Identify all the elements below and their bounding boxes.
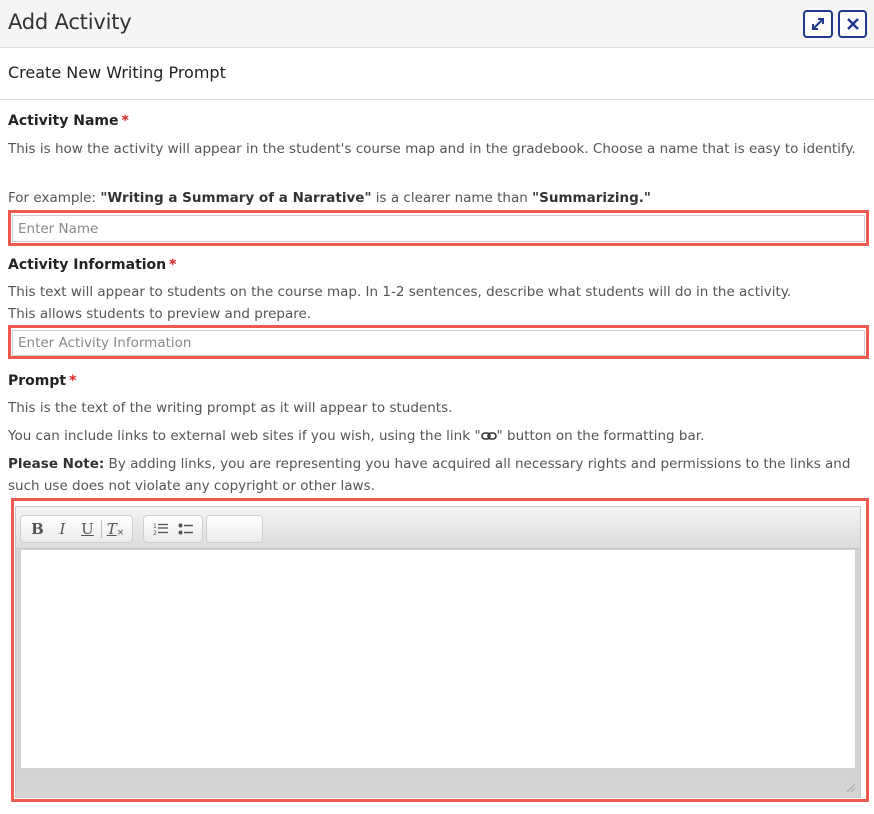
dialog-titlebar — [0, 0, 874, 48]
activity-name-example — [8, 187, 868, 209]
italic-button[interactable]: I — [59, 520, 66, 538]
prompt-help-2-suffix: " button on the formatting bar. — [496, 428, 705, 444]
close-button[interactable] — [838, 10, 867, 38]
activity-info-field-wrapper — [12, 330, 865, 356]
link-icon — [481, 431, 497, 441]
underline-button[interactable]: U — [81, 520, 94, 538]
prompt-edit-area[interactable] — [20, 549, 856, 769]
bulleted-list-icon — [178, 522, 194, 536]
close-x-icon — [846, 17, 860, 31]
svg-text:1: 1 — [152, 523, 157, 530]
prompt-help-2 — [8, 425, 868, 447]
prompt-note — [8, 453, 868, 497]
expand-button[interactable] — [803, 10, 833, 38]
prompt-note-label: Please Note: — [8, 456, 105, 472]
numbered-list-icon — [153, 522, 169, 536]
activity-info-help-2: This allows students to preview and prepare. — [8, 306, 312, 322]
dialog-title: Add Activity — [8, 10, 132, 34]
prompt-label-text: Prompt — [8, 373, 67, 389]
list-group — [143, 515, 203, 543]
resize-handle-icon[interactable] — [844, 781, 856, 793]
activity-name-label — [8, 113, 129, 129]
numbered-list-button[interactable] — [148, 518, 173, 540]
toolbar-separator — [101, 520, 102, 538]
activity-name-help: This is how the activity will appear in the student's course map and in the gradebook. Choose a name that is easy to identify. — [8, 141, 856, 157]
prompt-note-text: By adding links, you are representing you have acquired all necessary rights and permissions to the links and such use does not violate any copyright or other laws. — [8, 456, 851, 494]
activity-info-label-text: Activity Information — [8, 257, 167, 273]
link-group[interactable] — [206, 515, 263, 543]
bulleted-list-button[interactable] — [173, 518, 198, 540]
remove-format-x-icon: × — [116, 528, 125, 538]
example-good-name: "Writing a Summary of a Narrative" — [100, 190, 372, 206]
activity-info-label — [8, 257, 176, 273]
editor-toolbar — [16, 507, 860, 549]
activity-info-input[interactable] — [13, 331, 864, 355]
expand-arrows-icon — [810, 16, 826, 32]
required-mark: * — [69, 373, 77, 389]
activity-name-field-wrapper — [12, 215, 865, 242]
basic-styles-group — [20, 515, 133, 543]
remove-format-glyph: T — [106, 520, 117, 538]
example-bad-name: "Summarizing." — [532, 190, 651, 206]
prompt-label — [8, 373, 76, 389]
example-mid: is a clearer name than — [371, 190, 533, 206]
activity-info-help-1: This text will appear to students on the course map. In 1-2 sentences, describe what students will do in the activity. — [8, 284, 792, 300]
form-subheader — [0, 48, 874, 100]
prompt-rich-text-editor — [15, 506, 861, 798]
form-subtitle: Create New Writing Prompt — [8, 63, 226, 82]
prompt-help-1: This is the text of the writing prompt as it will appear to students. — [8, 400, 453, 416]
activity-name-label-text: Activity Name — [8, 113, 119, 129]
required-mark: * — [169, 257, 177, 273]
activity-name-input[interactable] — [13, 216, 864, 241]
example-prefix: For example: — [8, 190, 101, 206]
required-mark: * — [121, 113, 129, 129]
remove-format-button[interactable] — [103, 518, 128, 540]
svg-text:2: 2 — [152, 530, 157, 536]
bold-button[interactable]: B — [31, 520, 44, 538]
prompt-help-2-prefix: You can include links to external web sites if you wish, using the link " — [8, 428, 481, 444]
